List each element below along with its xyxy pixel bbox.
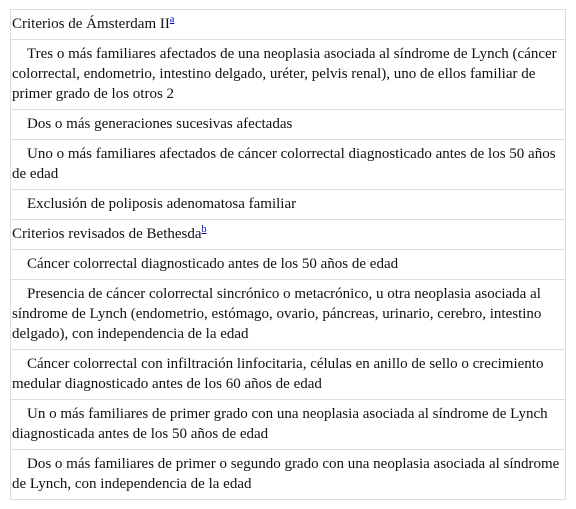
section-header-text: Criterios revisados de Bethesda (12, 226, 202, 242)
table-row (11, 350, 566, 400)
criterion-item: Uno o más familiares afectados de cáncer colorrectal diagnosticado antes de los 50 años de edad (11, 140, 566, 190)
criterion-item: Exclusión de poliposis adenomatosa familiar (11, 190, 566, 220)
criterion-item: Un o más familiares de primer grado con una neoplasia asociada al síndrome de Lynch diagnosticada antes de los 50 años de edad (11, 400, 566, 450)
criterion-item: Cáncer colorrectal diagnosticado antes de los 50 años de edad (11, 250, 566, 280)
table-row (11, 110, 566, 140)
table-row (11, 140, 566, 190)
table-row (11, 220, 566, 250)
table-row (11, 40, 566, 110)
footnote-link-b[interactable]: b (201, 224, 207, 235)
table-row (11, 400, 566, 450)
section-header-bethesda (11, 220, 566, 250)
section-header-amsterdam (11, 10, 566, 40)
table-row (11, 280, 566, 350)
criteria-table-container (10, 9, 566, 500)
section-header-text: Criterios de Ámsterdam II (12, 16, 170, 32)
criterion-item: Dos o más familiares de primer o segundo grado con una neoplasia asociada al síndrome de Lynch, con independencia de la edad (11, 450, 566, 500)
table-row (11, 450, 566, 500)
table-row (11, 10, 566, 40)
footnote-link-a[interactable]: a (169, 14, 175, 25)
table-row (11, 190, 566, 220)
criteria-table (10, 9, 566, 500)
criterion-item: Presencia de cáncer colorrectal sincrónico o metacrónico, u otra neoplasia asociada al síndrome de Lynch (endometrio, estómago, ovario, páncreas, urinario, cerebro, intestino delgado), con independencia de la edad (11, 280, 566, 350)
criterion-item: Tres o más familiares afectados de una neoplasia asociada al síndrome de Lynch (cáncer colorrectal, endometrio, intestino delgado, uréter, pelvis renal), uno de ellos familiar de primer grado de los otros 2 (11, 40, 566, 110)
table-row (11, 250, 566, 280)
criterion-item: Dos o más generaciones sucesivas afectadas (11, 110, 566, 140)
criterion-item: Cáncer colorrectal con infiltración linfocitaria, células en anillo de sello o crecimiento medular diagnosticado antes de los 60 años de edad (11, 350, 566, 400)
